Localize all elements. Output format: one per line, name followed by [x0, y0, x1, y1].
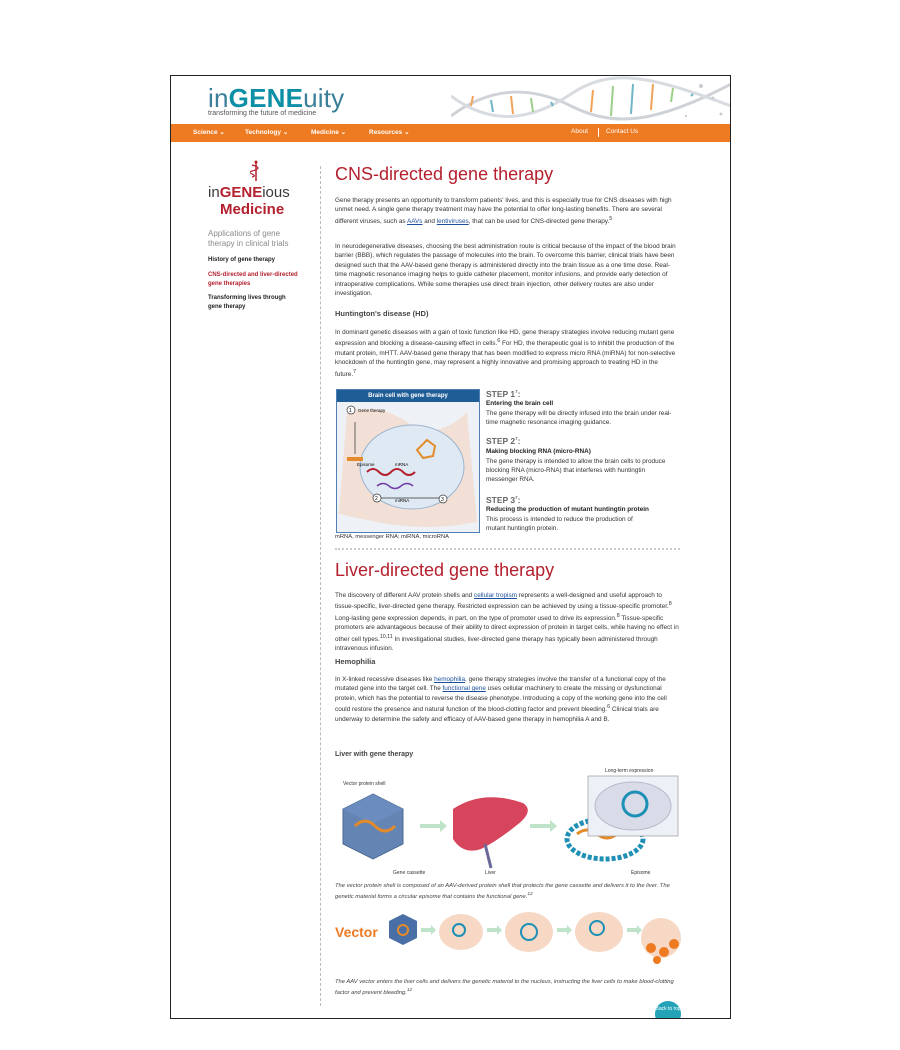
dna-banner-graphic: [451, 76, 730, 124]
hemophilia-heading: Hemophilia: [335, 657, 376, 666]
section-divider: [335, 548, 680, 550]
step-number-3: 3: [441, 497, 444, 503]
step-number-1: 1: [349, 408, 352, 414]
site-tagline: transforming the future of medicine: [208, 110, 317, 117]
step-number-2: 2: [375, 496, 378, 502]
brain-cell-illustration: [337, 402, 479, 532]
chevron-down-icon: ⌄: [282, 129, 289, 136]
section-brand-title: inGENEious: [208, 184, 290, 201]
label-vector-shell: Vector protein shell: [343, 781, 386, 787]
step-2-desc: The gene therapy is intended to allow the brain cells to produce blocking RNA (micro-RNA) that interferes with huntingtin messenger RNA.: [486, 458, 666, 483]
label-liver: Liver: [485, 870, 496, 876]
aavs-link[interactable]: AAVs: [407, 217, 423, 225]
nav-about[interactable]: About: [571, 128, 588, 135]
label-gene-cassette: Gene cassette: [393, 870, 426, 876]
label-mrna: mRNA: [395, 462, 409, 467]
sidebar-divider: [320, 166, 321, 1006]
cns-paragraph-1: Gene therapy presents an opportunity to transform patients' lives, and this is especially true for CNS diseases with high unmet need. A single gene therapy treatment may have the potential to offer long-lasting benefits. There are several different viruses, such as AAVs and lentiviruses, that can be used for CNS-directed gene therapy.$^5$: [335, 197, 672, 225]
cns-title: CNS-directed gene therapy: [335, 164, 554, 184]
step-1-heading: STEP $1^7$:: [486, 389, 521, 399]
hemophilia-paragraph: In X-linked recessive diseases like hemophilia, gene therapy strategies involve the transfer of a functional copy of the mutated gene into the target cell. The functional gene uses cellular machinery to create the missing or dysfunctional protein, which has the potential to reverse the disease phenotype. Introducing a copy of the working gene into the cell could restore the presence and natural function of the blood-clotting factor and prevent bleeding.$^6$ Clinical trials are underway to determine the safety and efficacy of AAV-based gene therapy in hemophilia A and B.: [335, 676, 667, 723]
chevron-down-icon: ⌄: [404, 129, 410, 136]
vector-sequence-illustration: [389, 908, 689, 970]
brain-cell-figure: [336, 389, 480, 533]
liver-caption-2: The AAV vector enters the liver cells and delivers the genetic material to the nucleus, instructing the liver cells to make blood-clotting factor and prevent bleeding.$^{12}$: [335, 979, 674, 996]
step-2-title: Making blocking RNA (micro-RNA): [486, 448, 591, 455]
vector-label: Vector: [335, 924, 378, 940]
liver-caption-1: The vector protein shell is composed of an AAV-derived protein shell that protects the gene cassette and delivers it to the liver. The genetic material forms a circular episome that contains the functional gene.$^{12}$: [335, 883, 670, 900]
brain-figure-caption: mRNA, messenger RNA; miRNA, microRNA: [335, 534, 450, 540]
step-3-title: Reducing the production of mutant huntingtin protein: [486, 506, 649, 513]
step-3-desc: This process is intended to reduce the production of mutant huntingtin protein.: [486, 516, 633, 532]
liver-title: Liver-directed gene therapy: [335, 560, 555, 580]
label-mirna: miRNA: [395, 498, 410, 503]
nav-science[interactable]: Science ⌄: [193, 129, 225, 136]
nav-resources[interactable]: Resources ⌄: [369, 129, 410, 136]
page-frame: [170, 75, 731, 1019]
chevron-down-icon: ⌄: [219, 129, 225, 136]
section-subtitle: Applications of gene therapy in clinical trials: [208, 229, 289, 248]
liver-gene-therapy-illustration: [335, 764, 685, 876]
hd-heading: Huntington's disease (HD): [335, 309, 429, 318]
label-long-term-expression: Long-term expression: [605, 768, 654, 774]
site-header: [171, 76, 730, 124]
nav-technology[interactable]: Technology ⌄: [245, 129, 289, 136]
sidebar-item-cns-liver[interactable]: CNS-directed and liver-directed gene therapies: [208, 272, 298, 287]
lentiviruses-link[interactable]: lentiviruses: [436, 217, 469, 225]
liver-paragraph-1: The discovery of different AAV protein shells and cellular tropism represents a well-designed and useful approach to tissue-specific, liver-directed gene therapy. Restricted expression can be achieved by using a tissue-specific promoter.$^8$ Long-lasting gene expression depends, in part, on the type of promoter used to drive its expression.$^8$ Tissue-specific promoters are advantageous because of their ability to direct expression of protein in target cells, while having no effect in other cell types.$^{10,11}$ In investigational studies, liver-directed gene therapy has typically been administered through intravenous infusion.: [335, 592, 679, 653]
cns-paragraph-2: In neurodegenerative diseases, choosing the best administration route is critical because of the impact of the blood brain barrier (BBB), which regulates the passage of molecules into the brain. To overcome this barrier, clinical trials have been designed such that the AAV-based gene therapy is administered directly into the brain tissue as a one time dose. Real-time magnetic resonance imaging helps to guide catheter placement, monitor infusions, and provide early detection of intraoperative complications. While some therapies use direct brain injection, other delivery routes are also under investigation.: [335, 243, 676, 298]
step-3-heading: STEP $3^7$:: [486, 495, 521, 505]
hd-paragraph: In dominant genetic diseases with a gain of toxic function like HD, gene therapy strategies involve reducing mutant gene expression and blocking a disease-causing effect in cells.$^6$ For HD, the therapeutic goal is to inhibit the production of the mutant protein, mHTT. AAV-based gene therapy that has been modified to express micro RNA (miRNA) for non-selective knockdown of the huntingtin gene, may represent a highly innovative and promising approach to treating HD in the future.$^7$: [335, 329, 676, 378]
label-episome-liver: Episome: [631, 870, 651, 876]
nav-contact-us[interactable]: Contact Us: [606, 128, 639, 135]
step-1-desc: The gene therapy will be directly infused into the brain under real-time magnetic resonance imaging guidance.: [486, 410, 672, 426]
functional-gene-link[interactable]: functional gene: [442, 685, 486, 693]
site-logo[interactable]: inGENEuity: [208, 83, 345, 113]
caduceus-icon: [250, 160, 262, 182]
cellular-tropism-link[interactable]: cellular tropism: [474, 592, 517, 599]
step-2-heading: STEP $2^7$:: [486, 436, 521, 446]
liver-figure-title: Liver with gene therapy: [335, 751, 414, 758]
label-gene-therapy: Gene therapy: [358, 408, 386, 413]
label-episome: Episome: [357, 462, 375, 467]
sidebar-item-transforming-lives[interactable]: Transforming lives through gene therapy: [208, 295, 286, 310]
nav-medicine[interactable]: Medicine ⌄: [311, 129, 347, 136]
step-1-title: Entering the brain cell: [486, 400, 554, 407]
main-nav: [171, 124, 730, 142]
sidebar-item-history[interactable]: History of gene therapy: [208, 257, 276, 263]
nav-divider: [598, 128, 599, 137]
brain-figure-title: Brain cell with gene therapy: [337, 390, 479, 402]
chevron-down-icon: ⌄: [340, 129, 347, 136]
back-to-top-button[interactable]: Back to top: [655, 1001, 681, 1019]
section-brand-title-line2: Medicine: [220, 201, 285, 218]
hemophilia-link[interactable]: hemophilia: [434, 676, 466, 683]
